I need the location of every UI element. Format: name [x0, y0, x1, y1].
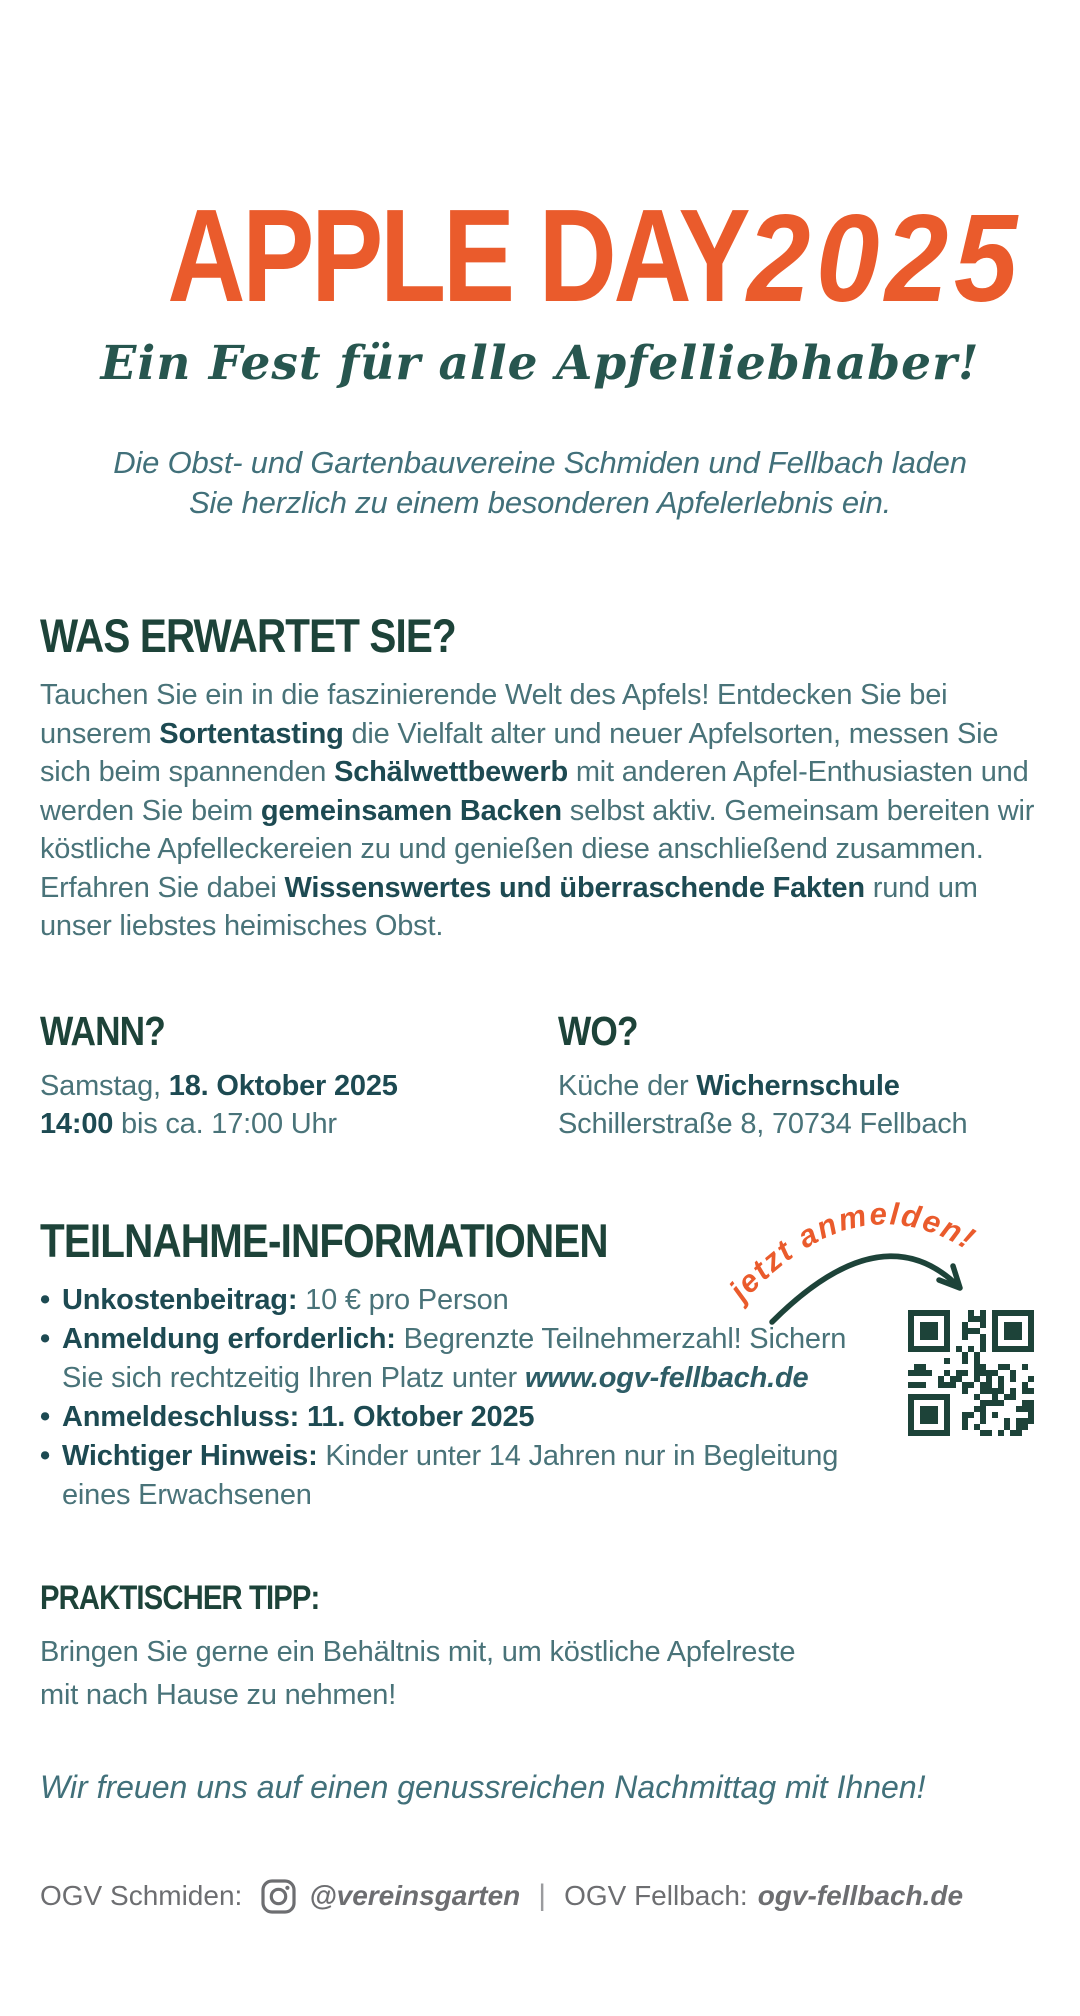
intro-line-1: Die Obst- und Gartenbauvereine Schmiden und Fellbach laden: [113, 445, 967, 480]
tip-line-2: mit nach Hause zu nehmen!: [40, 1678, 397, 1711]
participation-heading: TEILNAHME-INFORMATIONEN: [40, 1213, 608, 1267]
subtitle-script: Ein Fest für alle Apfelliebhaber!: [100, 336, 980, 391]
expectations-heading: WAS ERWARTET SIE?: [40, 609, 456, 662]
register-callout: [710, 1164, 1050, 1444]
qr-code: [908, 1310, 1034, 1436]
footer-right-value: ogv-fellbach.de: [757, 1880, 964, 1912]
list-item-deadline: • Anmeldeschluss: 11. Oktober 2025: [40, 1398, 890, 1437]
footer-divider: |: [538, 1879, 547, 1913]
when-column: [40, 1007, 558, 1144]
when-date: Samstag, 18. Oktober 2025: [40, 1069, 398, 1102]
instagram-handle: @vereinsgarten: [309, 1880, 521, 1912]
when-heading: WANN?: [40, 1007, 165, 1054]
where-details: [558, 1067, 1040, 1144]
expectations-paragraph: Tauchen Sie ein in die faszinierende Welt des Apfels! Entdecken Sie bei unserem Sortentasting die Vielfalt alter und neuer Apfelsorten, messen Sie sich beim spannenden Schälwettbewerb mit anderen Apfel-Enthusiasten und werden Sie beim gemeinsamen Backen selbst aktiv. Gemeinsam bereiten wir köstliche Apfelleckereien zu und genießen diese anschließend zusammen. Erfahren Sie dabei Wissenswertes und überraschende Fakten rund um unser liebstes heimisches Obst.: [40, 679, 1035, 943]
title-main: APPLE DAY: [167, 182, 748, 329]
hero-section: [40, 0, 1040, 523]
tip-text: [40, 1631, 1040, 1717]
where-column: [558, 1007, 1040, 1144]
list-item-registration: • Anmeldung erforderlich: Begrenzte Teilnehmerzahl! Sichern Sie sich rechtzeitig Ihren Platz unter www.ogv-fellbach.de: [40, 1320, 890, 1398]
where-heading: WO?: [558, 1007, 638, 1054]
where-address: Schillerstraße 8, 70734 Fellbach: [558, 1108, 968, 1141]
instagram-icon: [260, 1878, 297, 1915]
list-item-fee: • Unkostenbeitrag: 10 € pro Person: [40, 1281, 890, 1320]
section-tip: [40, 1581, 1040, 1717]
closing-line: Wir freuen uns auf einen genussreichen Nachmittag mit Ihnen!: [40, 1768, 926, 1805]
footer-right-label: OGV Fellbach:: [564, 1880, 748, 1912]
footer: [40, 1878, 1040, 1915]
where-venue: Küche der Wichernschule: [558, 1069, 900, 1102]
section-participation: [40, 1195, 1040, 1515]
when-details: [40, 1067, 558, 1144]
tip-heading: PRAKTISCHER TIPP:: [40, 1579, 320, 1618]
intro-text: [40, 443, 1040, 523]
title-year: 2025: [747, 190, 1024, 328]
tip-line-1: Bringen Sie gerne ein Behältnis mit, um köstliche Apfelreste: [40, 1635, 796, 1668]
intro-line-2: Sie herzlich zu einem besonderen Apfelerlebnis ein.: [188, 485, 892, 520]
register-annotation: jetzt anmelden!: [722, 1195, 983, 1308]
footer-left-label: OGV Schmiden:: [40, 1880, 243, 1912]
section-when-where: [40, 1007, 1040, 1144]
when-time: 14:00 bis ca. 17:00 Uhr: [40, 1108, 337, 1141]
page-title: [40, 182, 1040, 329]
list-item-notice: • Wichtiger Hinweis: Kinder unter 14 Jahren nur in Begleitung eines Erwachsenen: [40, 1437, 890, 1515]
section-expectations: [40, 611, 1040, 946]
